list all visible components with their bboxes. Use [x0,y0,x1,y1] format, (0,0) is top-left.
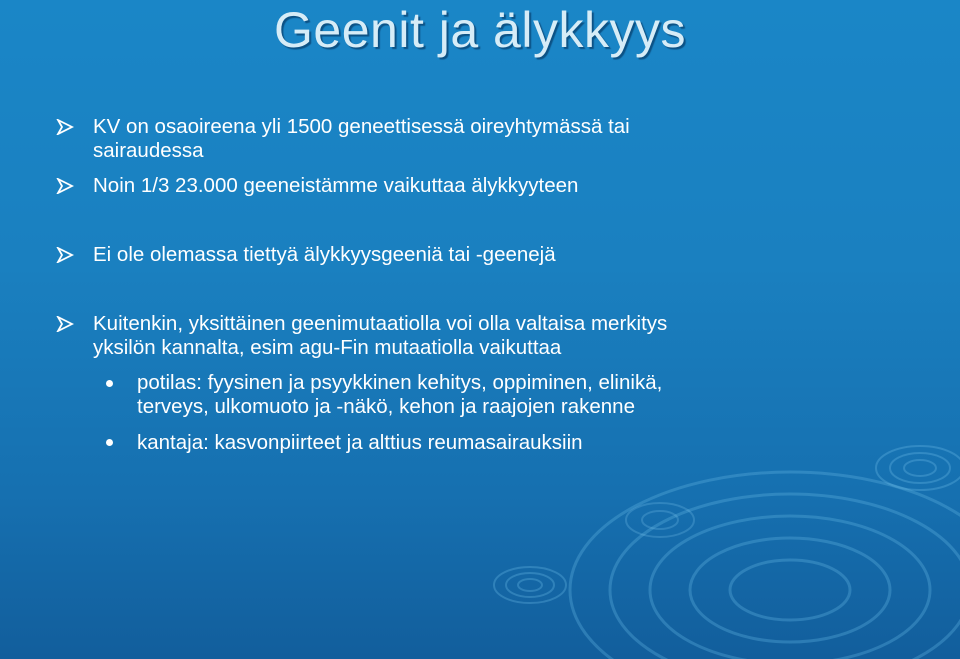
bullet-item-2 [93,174,913,198]
bullet-item-1 [93,115,913,163]
arrow-bullet-icon [56,316,74,332]
bullet-3-line-1: Ei ole olemassa tiettyä älykkyysgeeniä tai -geenejä [93,243,556,266]
subbullet-1-line-1: potilas: fyysinen ja psyykkinen kehitys, oppiminen, elinikä, [137,371,663,394]
arrow-bullet-icon [56,247,74,263]
subbullet-item-1 [137,371,927,419]
subbullet-item-2 [137,431,927,455]
bullet-2-line-1: Noin 1/3 23.000 geeneistämme vaikuttaa älykkyyteen [93,174,579,197]
bullet-1-line-1: KV on osaoireena yli 1500 geneettisessä oireyhtymässä tai [93,115,630,138]
bullet-4-line-1: Kuitenkin, yksittäinen geenimutaatiolla voi olla valtaisa merkitys [93,312,668,335]
slide-title: Geenit ja älykkyys [274,2,686,58]
bullet-item-4 [93,312,913,360]
subbullet-1-line-2: terveys, ulkomuoto ja -näkö, kehon ja raajojen rakenne [137,395,635,418]
arrow-bullet-icon [56,119,74,135]
bullet-1-line-2: sairaudessa [93,139,204,162]
dot-bullet-icon [106,439,113,446]
subbullet-2-line-1: kantaja: kasvonpiirteet ja alttius reumasairauksiin [137,431,583,454]
arrow-bullet-icon [56,178,74,194]
bullet-item-3 [93,243,913,267]
bullet-4-line-2: yksilön kannalta, esim agu-Fin mutaatiolla vaikuttaa [93,336,562,359]
dot-bullet-icon [106,380,113,387]
